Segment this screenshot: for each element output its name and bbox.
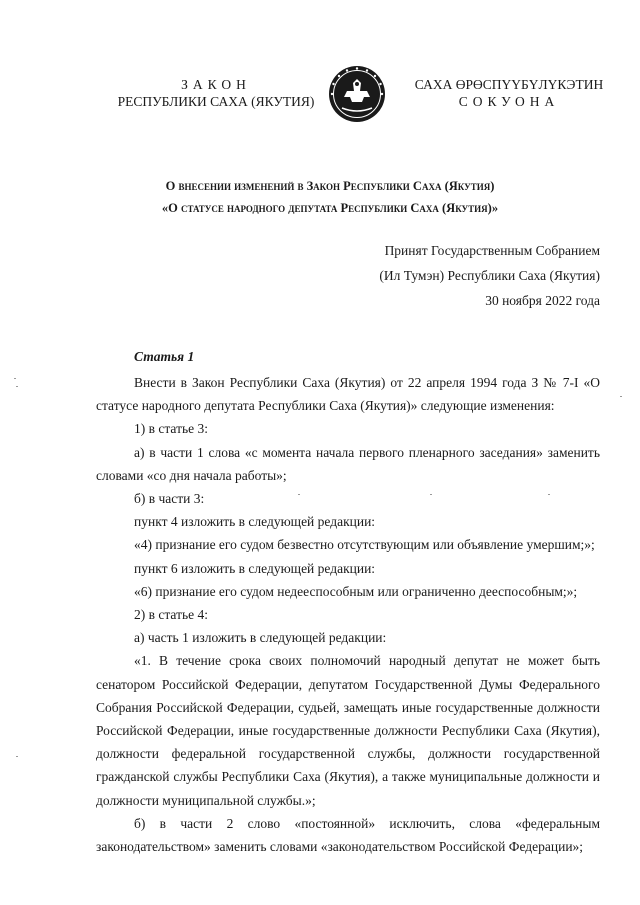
- header-left-line2: РЕСПУБЛИКИ САХА (ЯКУТИЯ): [117, 94, 315, 109]
- paragraph: 1) в статье 3:: [134, 421, 208, 437]
- paragraph: пункт 4 изложить в следующей редакции:: [134, 514, 376, 530]
- paragraph: а) в части 1 слова «с момента начала первого пленарного заседания» заменить словами «со дня начала работы»;: [96, 444, 600, 483]
- scan-speck: [16, 386, 18, 387]
- adoption-block: [300, 238, 600, 313]
- paragraph: Внести в Закон Республики Саха (Якутия) от 22 апреля 1994 года З № 7-I «О статусе народного депутата Республики Саха (Якутия)» следующие изменения:: [96, 375, 600, 414]
- adoption-date: 30 ноября 2022 года: [485, 293, 600, 308]
- header-left-line1: ЗАКОН: [181, 77, 251, 92]
- paragraph: б) в части 3:: [134, 491, 205, 507]
- scan-speck: [298, 494, 300, 495]
- paragraph: «4) признание его судом безвестно отсутствующим или объявление умершим;»;: [134, 537, 595, 553]
- document-title: [60, 175, 600, 219]
- coat-of-arms-sakha-icon: [327, 64, 387, 124]
- scan-speck: [14, 378, 16, 379]
- scan-speck: [430, 494, 432, 495]
- title-line1: О внесении изменений в Закон Республики Саха (Якутия): [165, 179, 495, 193]
- article-heading: Статья 1: [134, 349, 195, 364]
- paragraph: б) в части 2 слово «постоянной» исключить, слова «федеральным законодательством» заменить словами «законодательством Российской Федерации»;: [96, 815, 600, 855]
- article-body: [96, 371, 600, 858]
- header-right-line1: САХА ӨРӨСПҮҮБҮЛҮКЭТИН: [414, 77, 604, 92]
- scan-speck: [16, 756, 18, 757]
- paragraph: а) часть 1 изложить в следующей редакции:: [134, 630, 387, 646]
- adoption-line1: Принят Государственным Собранием: [384, 243, 600, 258]
- scan-speck: [620, 396, 622, 397]
- adoption-line2: (Ил Тумэн) Республики Саха (Якутия): [379, 268, 600, 283]
- paragraph: «1. В течение срока своих полномочий народный депутат не может быть сенатором Российской Федерации, депутатом Государственной Думы Федерального Собрания Российской Федерации, судьей, замещать иные государственные должности Российской Федерации, иные государственные должности Республики Саха (Якутия), должности федеральной государственной службы, должности государственной гражданской службы Республики Саха (Якутия), а также муниципальные должности и должности муниципальной службы.»;: [96, 653, 600, 808]
- paragraph: 2) в статье 4:: [134, 607, 208, 623]
- scan-speck: [548, 494, 550, 495]
- header-left: [108, 76, 324, 110]
- header-right: [408, 76, 610, 110]
- paragraph: пункт 6 изложить в следующей редакции:: [134, 560, 376, 576]
- header-right-line2: СОКУОНА: [458, 94, 560, 109]
- title-line2: «О статусе народного депутата Республики Саха (Якутия)»: [161, 201, 499, 215]
- paragraph: «6) признание его судом недееспособным или ограниченно дееспособным;»;: [134, 583, 578, 599]
